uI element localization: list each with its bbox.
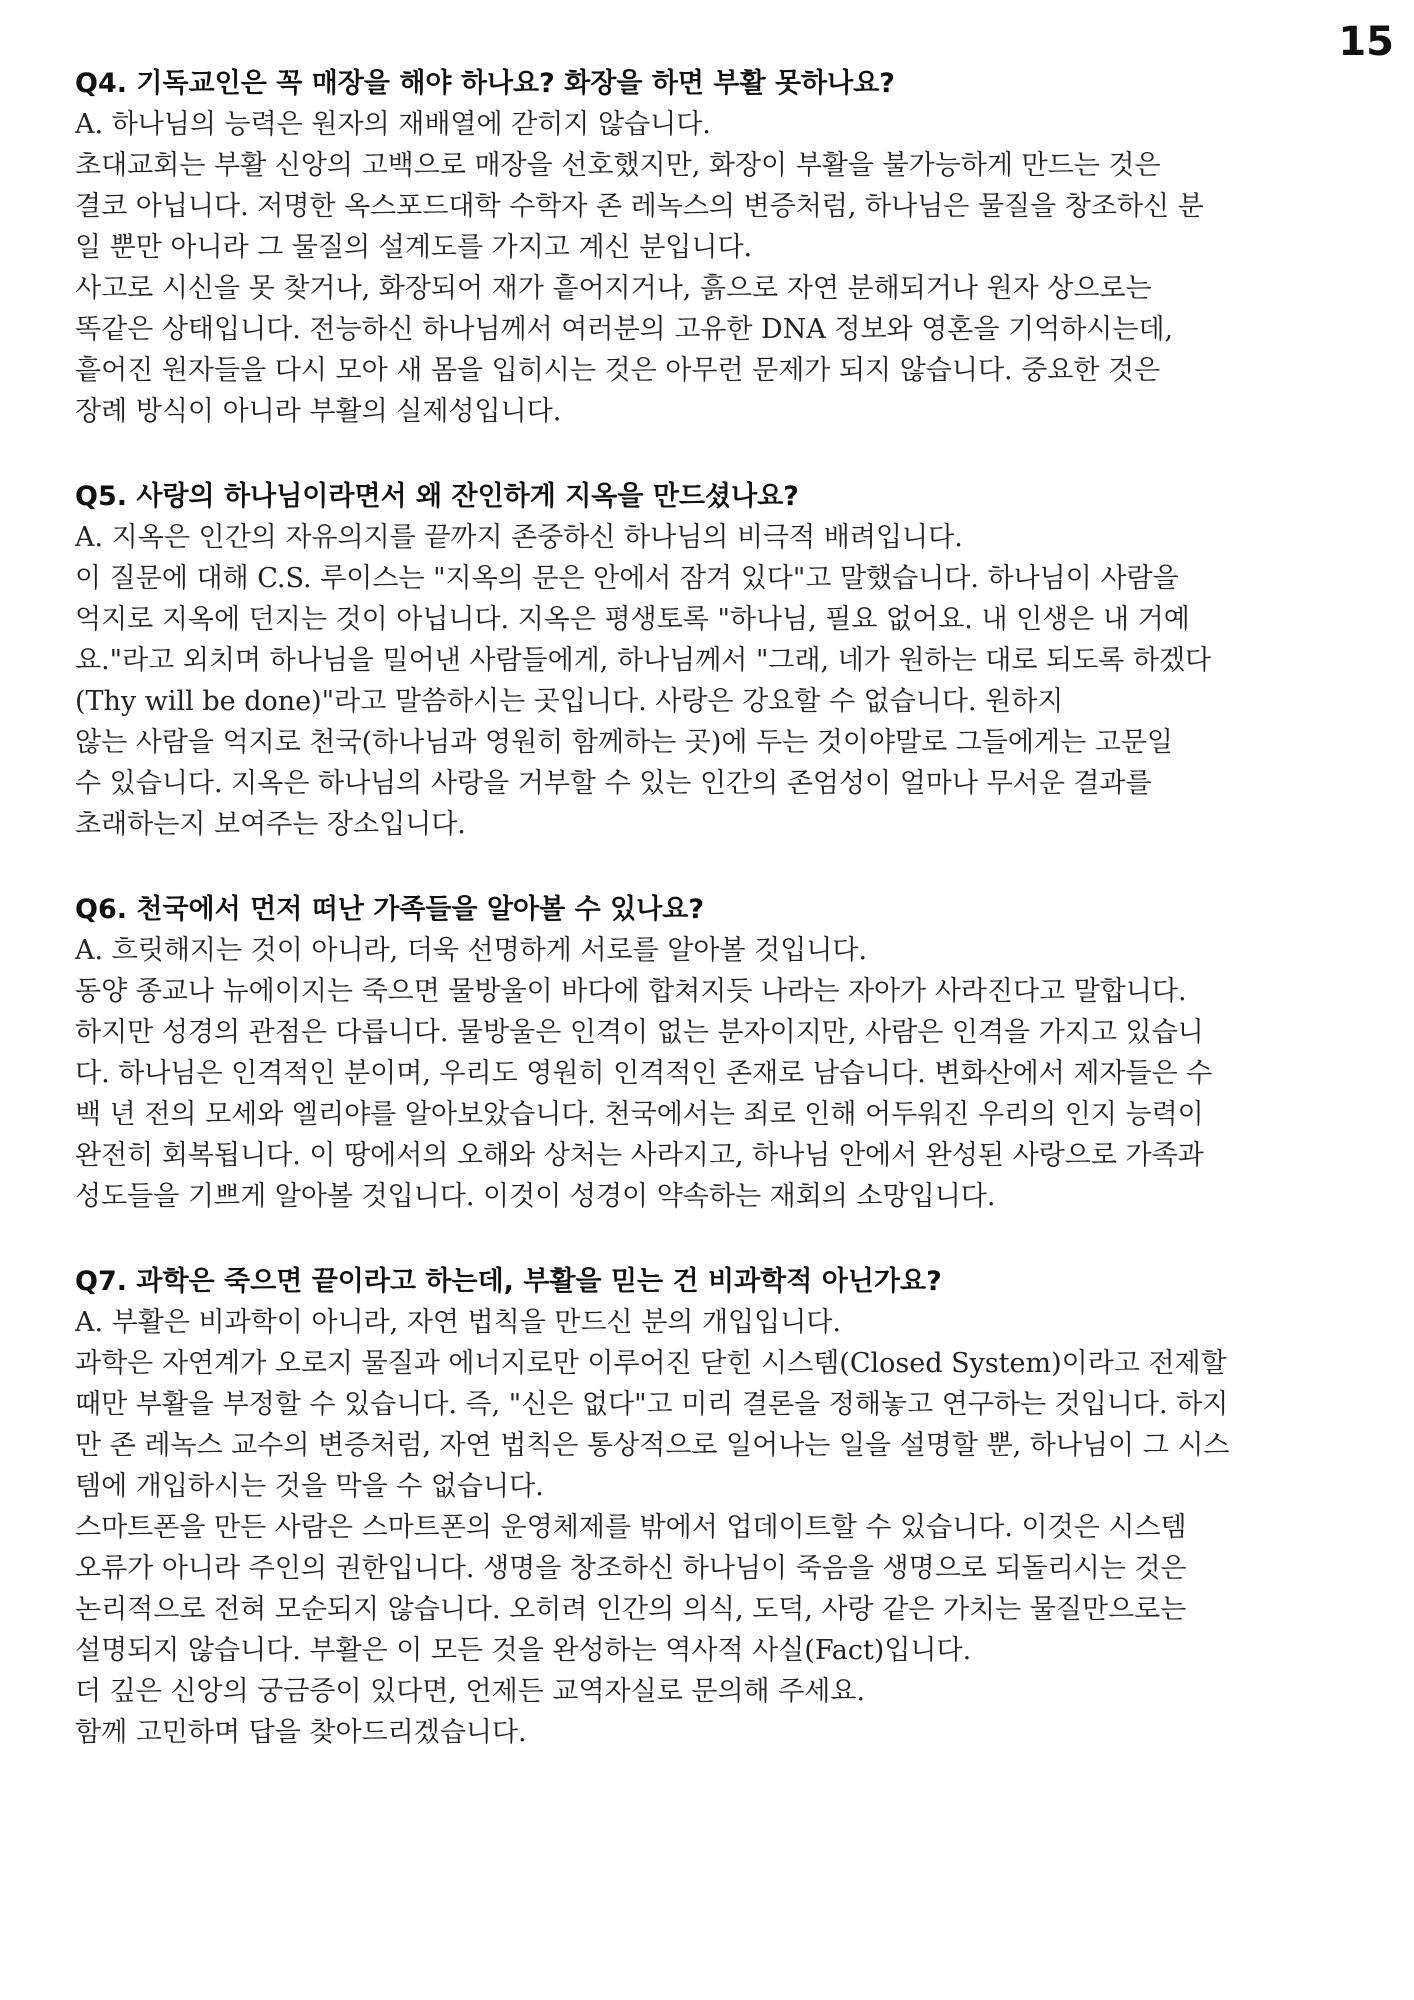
answer-line: 일 뿐만 아니라 그 물질의 설계도를 가지고 계신 분입니다.: [75, 232, 753, 263]
answer-line: 동양 종교나 뉴에이지는 죽으면 물방울이 바다에 합쳐지듯 나라는 자아가 사라진다고 말합니다.: [75, 976, 1187, 1007]
answer-line: 초래하는지 보여주는 장소입니다.: [75, 809, 466, 840]
answer-line: 설명되지 않습니다. 부활은 이 모든 것을 완성하는 역사적 사실(Fact)입니다.: [75, 1635, 972, 1666]
faq-section-q5: [75, 477, 1365, 845]
answer-line: 수 있습니다. 지옥은 하나님의 사랑을 거부할 수 있는 인간의 존엄성이 얼마나 무서운 결과를: [75, 768, 1152, 799]
answer-line: 스마트폰을 만든 사람은 스마트폰의 운영체제를 밖에서 업데이트할 수 있습니다. 이것은 시스템: [75, 1512, 1187, 1543]
answer-line: 만 존 레녹스 교수의 변증처럼, 자연 법칙은 통상적으로 일어나는 일을 설명할 뿐, 하나님이 그 시스: [75, 1430, 1230, 1461]
answer-line: 성도들을 기쁘게 알아볼 것입니다. 이것이 성경이 약속하는 재회의 소망입니다.: [75, 1181, 996, 1212]
faq-section-q4: [75, 64, 1365, 432]
answer-line: 결코 아닙니다. 저명한 옥스포드대학 수학자 존 레녹스의 변증처럼, 하나님은 물질을 창조하신 분: [75, 191, 1204, 222]
answer-line: 흩어진 원자들을 다시 모아 새 몸을 입히시는 것은 아무런 문제가 되지 않습니다. 중요한 것은: [75, 355, 1161, 386]
answer-line: 억지로 지옥에 던지는 것이 아닙니다. 지옥은 평생토록 "하나님, 필요 없어요. 내 인생은 내 거예: [75, 604, 1190, 635]
faq-section-q7: [75, 1262, 1365, 1753]
answer-line: A. 부활은 비과학이 아니라, 자연 법칙을 만드신 분의 개입입니다.: [75, 1307, 841, 1338]
answer-line: 더 깊은 신앙의 궁금증이 있다면, 언제든 교역자실로 문의해 주세요.: [75, 1676, 866, 1707]
page-number: 15: [1338, 19, 1394, 65]
answer-line: 오류가 아니라 주인의 권한입니다. 생명을 창조하신 하나님이 죽음을 생명으로 되돌리시는 것은: [75, 1553, 1187, 1584]
answer-line: 하지만 성경의 관점은 다릅니다. 물방울은 인격이 없는 분자이지만, 사람은 인격을 가지고 있습니: [75, 1017, 1204, 1048]
answer-line: A. 흐릿해지는 것이 아니라, 더욱 선명하게 서로를 알아볼 것입니다.: [75, 935, 868, 966]
answer-line: 때만 부활을 부정할 수 있습니다. 즉, "신은 없다"고 미리 결론을 정해놓고 연구하는 것입니다. 하지: [75, 1389, 1229, 1420]
answer-line: A. 하나님의 능력은 원자의 재배열에 갇히지 않습니다.: [75, 109, 711, 140]
question-heading: Q4. 기독교인은 꼭 매장을 해야 하나요? 화장을 하면 부활 못하나요?: [75, 68, 895, 99]
answer-line: 완전히 회복됩니다. 이 땅에서의 오해와 상처는 사라지고, 하나님 안에서 완성된 사랑으로 가족과: [75, 1140, 1204, 1171]
question-heading: Q6. 천국에서 먼저 떠난 가족들을 알아볼 수 있나요?: [75, 894, 705, 925]
answer-line: 템에 개입하시는 것을 막을 수 없습니다.: [75, 1471, 544, 1502]
answer-line: 않는 사람을 억지로 천국(하나님과 영원히 함께하는 곳)에 두는 것이야말로 그들에게는 고문일: [75, 727, 1174, 758]
faq-section-q6: [75, 890, 1365, 1217]
answer-line: 요."라고 외치며 하나님을 밀어낸 사람들에게, 하나님께서 "그래, 네가 원하는 대로 되도록 하겠다: [75, 645, 1212, 676]
question-heading: Q5. 사랑의 하나님이라면서 왜 잔인하게 지옥을 만드셨나요?: [75, 481, 799, 512]
answer-line: 이 질문에 대해 C.S. 루이스는 "지옥의 문은 안에서 잠겨 있다"고 말했습니다. 하나님이 사람을: [75, 563, 1179, 594]
answer-line: 백 년 전의 모세와 엘리야를 알아보았습니다. 천국에서는 죄로 인해 어두워진 우리의 인지 능력이: [75, 1099, 1204, 1130]
faq-content: [75, 64, 1365, 1798]
answer-line: A. 지옥은 인간의 자유의지를 끝까지 존중하신 하나님의 비극적 배려입니다.: [75, 522, 963, 553]
answer-line: 논리적으로 전혀 모순되지 않습니다. 오히려 인간의 의식, 도덕, 사랑 같은 가치는 물질만으로는: [75, 1594, 1187, 1625]
answer-line: 장례 방식이 아니라 부활의 실제성입니다.: [75, 396, 562, 427]
answer-line: 똑같은 상태입니다. 전능하신 하나님께서 여러분의 고유한 DNA 정보와 영혼을 기억하시는데,: [75, 314, 1174, 345]
answer-line: 사고로 시신을 못 찾거나, 화장되어 재가 흩어지거나, 흙으로 자연 분해되거나 원자 상으로는: [75, 273, 1152, 304]
answer-line: 초대교회는 부활 신앙의 고백으로 매장을 선호했지만, 화장이 부활을 불가능하게 만드는 것은: [75, 150, 1161, 181]
answer-line: 함께 고민하며 답을 찾아드리겠습니다.: [75, 1717, 527, 1748]
answer-line: 다. 하나님은 인격적인 분이며, 우리도 영원히 인격적인 존재로 남습니다. 변화산에서 제자들은 수: [75, 1058, 1213, 1089]
question-heading: Q7. 과학은 죽으면 끝이라고 하는데, 부활을 믿는 건 비과학적 아닌가요?: [75, 1266, 942, 1297]
answer-line: (Thy will be done)"라고 말씀하시는 곳입니다. 사랑은 강요할 수 없습니다. 원하지: [75, 686, 1064, 717]
answer-line: 과학은 자연계가 오로지 물질과 에너지로만 이루어진 닫힌 시스템(Closed System)이라고 전제할: [75, 1348, 1227, 1379]
